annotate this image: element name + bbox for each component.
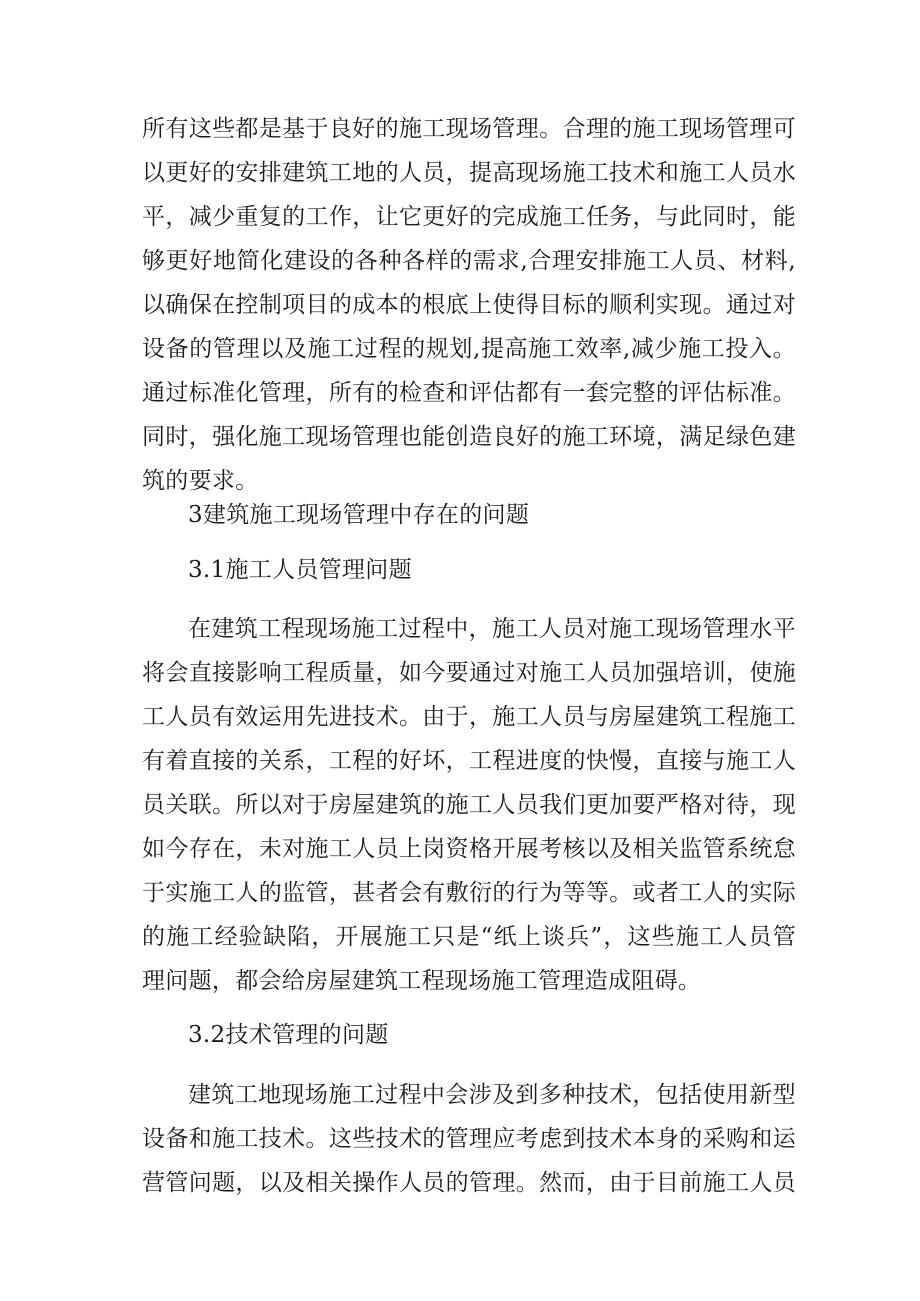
paragraph-line: 将会直接影响工程质量，如今要通过对施工人员加强培训，使施 [142,660,796,686]
paragraph-line: 所有这些都是基于良好的施工现场管理。合理的施工现场管理可 [142,116,796,142]
paragraph-line: 筑的要求。 [142,468,259,494]
paragraph-line: 工人员有效运用先进技术。由于，施工人员与房屋建筑工程施工 [142,704,796,730]
paragraph-line: 有着直接的关系，工程的好坏，工程进度的快慢，直接与施工人 [142,748,796,774]
paragraph-line: 平，减少重复的工作，让它更好的完成施工任务，与此同时，能 [142,204,796,230]
paragraph-line: 建筑工地现场施工过程中会涉及到多种技术，包括使用新型 [188,1082,796,1108]
paragraph-line: 如今存在，未对施工人员上岗资格开展考核以及相关监管系统怠 [142,836,796,862]
paragraph-line: 员关联。所以对于房屋建筑的施工人员我们更加要严格对待，现 [142,792,796,818]
section-heading-3-2: 3.2技术管理的问题 [188,1022,389,1048]
paragraph-line: 同时，强化施工现场管理也能创造良好的施工环境，满足绿色建 [142,424,796,450]
paragraph-line: 通过标准化管理，所有的检查和评估都有一套完整的评估标准。 [142,380,796,406]
paragraph-line: 够更好地简化建设的各种各样的需求,合理安排施工人员、材料, [142,248,796,274]
paragraph-line: 在建筑工程现场施工过程中，施工人员对施工现场管理水平 [188,616,796,642]
paragraph-line: 设备的管理以及施工过程的规划,提高施工效率,减少施工投入。 [142,336,796,362]
paragraph-line: 以确保在控制项目的成本的根底上使得目标的顺利实现。通过对 [142,292,796,318]
section-heading-3: 3建筑施工现场管理中存在的问题 [188,502,530,528]
section-heading-3-1: 3.1施工人员管理问题 [188,557,412,583]
paragraph-line: 于实施工人的监管，甚者会有敷衍的行为等等。或者工人的实际 [142,880,796,906]
paragraph-line: 的施工经验缺陷，开展施工只是“纸上谈兵”，这些施工人员管 [142,924,796,950]
paragraph-line: 理问题，都会给房屋建筑工程现场施工管理造成阻碍。 [142,968,702,994]
paragraph-line: 以更好的安排建筑工地的人员，提高现场施工技术和施工人员水 [142,160,796,186]
paragraph-line: 营管问题，以及相关操作人员的管理。然而，由于目前施工人员 [142,1170,796,1196]
paragraph-line: 设备和施工技术。这些技术的管理应考虑到技术本身的采购和运 [142,1126,796,1152]
